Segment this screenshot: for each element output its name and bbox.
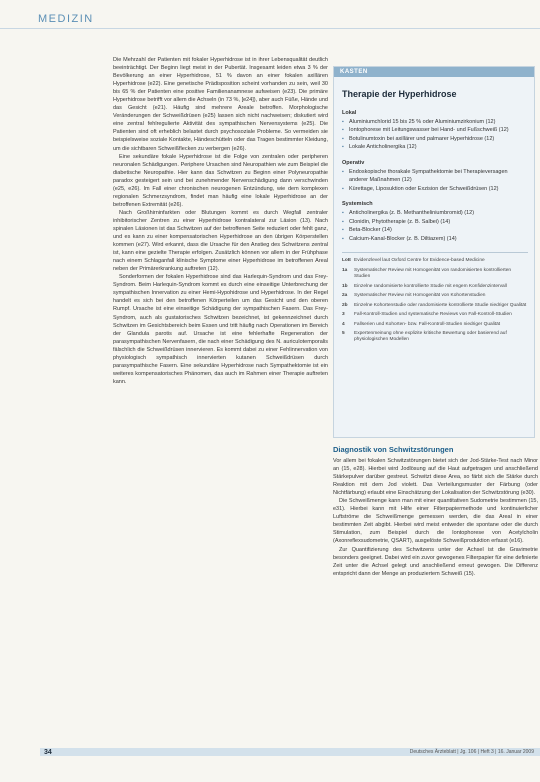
note-text: Expertenmeinung ohne explizite kritische Bewertung oder basierend auf physiologischen Modellen — [354, 331, 507, 343]
evidence-notes — [342, 252, 528, 343]
note-row — [342, 268, 528, 281]
group-label-systemic: Systemisch — [342, 201, 373, 208]
diagnostics-text — [333, 457, 538, 578]
note-row — [342, 293, 528, 299]
box-body — [342, 109, 528, 347]
therapy-box — [333, 66, 535, 438]
note-key: 1a — [342, 267, 348, 273]
right-paragraph-2: Die Schweißmenge kann man mit einer quantitativen Sudometrie bestimmen (15, e31). Hierbei kann mit Hilfe einer Filterpapiermethode und kontinuierlicher Luftströme die Schweißmenge gemessen werden, die das Areal in einer bestimmten Zeit abgibt. Hierbei wird meist entweder die spontane oder die durch Stimulation, zum Beispiel durch die Iontophorese von Acetylcholin (Axonreflexsudometrie, QSART), ausgelöste Schweißproduktion erfasst (e16). — [333, 498, 538, 545]
list-item: ▪ Iontophorese mit Leitungswasser bei Hand- und Fußschweiß (12) — [342, 126, 528, 135]
page-header — [0, 0, 540, 30]
note-text: Einzelne Kohortenstudie oder randomisierte kontrollierte Studie niedriger Qualität — [354, 302, 527, 308]
right-column — [333, 445, 538, 578]
list-item: ▪ Aluminiumchlorid 15 bis 25 % oder Aluminiumzirkonium (12) — [342, 118, 528, 127]
page-footer — [0, 748, 540, 772]
note-key: 3 — [342, 312, 345, 318]
right-paragraph-1: Vor allem bei fokalen Schwitzstörungen bietet sich der Jod-Stärke-Test nach Minor an (15, e28). Hierbei wird Jodlösung auf die Haut aufgetragen und anschließend Stärkepulver darüber gestreut. Schwitzt diese Area, so färbt sich die Stärke durch Reaktion mit dem Jod violett. Das Verteilungsmuster der Färbung (oder Nichtfärbung) erlaubt eine Einschätzung der Lokalisation der Schwitzstörung (e30). — [333, 458, 538, 497]
note-key: LoE — [342, 258, 352, 264]
left-paragraph-3: Nach Großhirninfarkten oder Blutungen kommt es durch Wegfall zentraler inhibitorischer Zentren zu einer Hyperhidrose kontralateral zur Läsion (13). Nach spinalen Läsionen ist das Schwitzen auf der betroffenen Seite reduziert oder fehlt ganz, und es kann zu einer kompensatorischen Hyperhidrose an den übrigen Körperstellen kommen (e27). Wird erkannt, dass die Ursache für den Anstieg des Schwitzens zentral ist, kann eine gezielte Therapie erfolgen. Zusätzlich können vor allem in der Frühphase nach einem Schlaganfall klinische Symptome einer Hyperhidrose im betroffenen Areal neben der Primärerkrankung auftreten (12). — [113, 209, 328, 273]
note-key: 2b — [342, 302, 348, 308]
left-paragraph-1: Die Mehrzahl der Patienten mit fokaler Hyperhidrose ist in ihrer Lebensqualität deutlich beeinträchtigt. Der Beginn liegt meist in der Pubertät. Insgesamt leiden etwa 3 % der Bevölkerung an einer Hyperhidrose, 51 % davon an einer fokalen axillären Hyperhidrose (e22). Eine genetische Prädisposition scheint vorhanden zu sein, weil 30 bis 65 % der Patienten eine positive Familienanamnese aufweisen (e23). Die primäre Hyperhidrose betrifft vor allem die Achseln (in 73 %, [e24]), aber auch Füße, Hände und das Gesicht (e21). Häufig sind mehrere Areale betroffen. Morphologische Veränderungen der Schweißdrüsen (e25) lassen sich nicht nachweisen; diskutiert wird eine zentral fehlregulierte Aktivität des sympathischen Nervensystems (e25). Die Patienten sind oft erheblich belastet durch psychosoziale Probleme. So vermeiden sie beispielsweise soziale Kontakte, Händeschütteln oder das Tragen bestimmter Kleidung, um die sichtbaren Schweißflecken zu verbergen (e26). — [113, 57, 328, 152]
right-paragraph-3: Zur Quantifizierung des Schwitzens unter der Achsel ist die Gravimetrie besonders geeignet. Dabei wird ein zuvor gewogenes Filterpapier für eine definierte Zeit unter die Achsel gelegt und anschließend erneut gewogen. Die Differenz entspricht dann der Menge an produziertem Schweiß (15). — [333, 546, 538, 577]
note-text: Einzelne randomisierte kontrollierte Studie mit engem Konfidenzintervall — [354, 283, 507, 289]
page-number: 34 — [44, 749, 52, 756]
list-item: ▪ Botulinumtoxin bei axillärer und palmarer Hyperhidrose (12) — [342, 135, 528, 144]
note-row — [342, 322, 528, 328]
list-item: ▪ Beta-Blocker (14) — [342, 226, 528, 235]
group-list-operative — [342, 168, 528, 194]
box-title: Therapie der Hyperhidrose — [342, 89, 457, 99]
note-key: 2a — [342, 293, 348, 299]
diagnostics-heading: Diagnostik von Schwitzstörungen — [333, 445, 454, 454]
left-paragraph-4: Sonderformen der fokalen Hyperhidrose sind das Harlequin-Syndrom und das Frey-Syndrom. Beim Harlequin-Syndrom kommt es durch eine einseitige Unterbrechung der sympathischen Innervation zu einer Hemi-Hypohidrose und Hyperhidrose. In der Regel handelt es sich bei den betroffenen Körperteilen um das Gesicht und den oberen Rumpf. Ursache ist eine einseitige Schädigung der sympathischen Fasern. Das Frey-Syndrom, auch als gustatorisches Schwitzen bezeichnet, ist gekennzeichnet durch Schwitzen im Gesichtsbereich beim Essen und tritt häufig nach Operationen im Bereich der Glandula parotis auf. Ursache ist eine fehlerhafte Regeneration der parasympathischen Nervenfasern, die nach einer Schädigung des N. auriculotemporalis fälschlich die Schweißdrüsen innervieren. Es kommt dabei zu einer Fehlinnervation von physiologisch sympathisch innervierten kutanen Schweißdrüsen durch parasympathische Fasern. Eine sekundäre Hyperhidrose nach Sympathektomie ist ein weiteres kompensatorisches Phänomen, das auch im Rahmen einer Therapie auftreten kann. — [113, 274, 328, 385]
header-rule — [0, 28, 540, 29]
note-text: Fall-Kontroll-Studien und systematische Reviews von Fall-Kontroll-Studien — [354, 312, 512, 318]
box-tag: KASTEN — [334, 67, 534, 77]
group-list-local — [342, 118, 528, 152]
list-item: ▪ Calcium-Kanal-Blocker (z. B. Diltiazem) (14) — [342, 235, 528, 244]
group-list-systemic — [342, 209, 528, 243]
group-label-local: Lokal — [342, 110, 357, 116]
note-row — [342, 312, 528, 318]
note-text: Systematischer Review mit Homogenität von Kohortenstudien — [354, 293, 486, 299]
list-item: ▪ Clonidin, Phytotherapie (z. B. Salbei) (14) — [342, 218, 528, 227]
note-text: Systematischer Review mit Homogenität von randomisierten kontrollierten Studien — [354, 267, 512, 280]
note-row — [342, 258, 528, 264]
note-row — [342, 303, 528, 309]
list-item: ▪ Endoskopische thorakale Sympathektomie bei Therapieversagen anderer Maßnahmen (12) — [342, 168, 528, 185]
note-row — [342, 284, 528, 290]
note-key: 5 — [342, 331, 345, 336]
left-paragraph-2: Eine sekundäre fokale Hyperhidrose ist die Folge von zentralen oder peripheren neuronalen Schädigungen. Periphere Ursachen sind Neuropathien wie zum Beispiel die diabetische Neuropathie. Hier kann das Schwitzen zu Beginn einer Polyneuropathie paradox gesteigert sein und bei zunehmender Nervenschädigung dann verschwinden (e25, e26). Im Fall einer chronischen neurogenen Entzündung, wie dem komplexen regionalen Schmerzsyndrom, findet man häufig eine lokale Hyperhidrose an der betroffenen Extremität (e26). — [113, 153, 328, 208]
list-item: ▪ Lokale Anticholinergika (12) — [342, 143, 528, 152]
list-item: ▪ Anticholinergika (z. B. Methantheliniumbromid) (12) — [342, 209, 528, 218]
left-column — [113, 56, 328, 386]
note-key: 1b — [342, 283, 348, 289]
note-text: Evidenzlevel laut Oxford Centre for Evidence-based Medicine — [354, 258, 485, 264]
note-row — [342, 331, 528, 344]
note-text: Fallserien und Kohorten- bzw. Fall-Kontroll-Studien niedriger Qualität — [354, 321, 501, 327]
journal-citation: Deutsches Ärzteblatt | Jg. 106 | Heft 3 | 16. Januar 2009 — [409, 749, 534, 755]
list-item: ▪ Kürettage, Liposuktion oder Exzision der Schweißdrüsen (12) — [342, 185, 528, 194]
note-key: 4 — [342, 321, 345, 327]
section-label: MEDIZIN — [38, 13, 94, 25]
group-label-operative: Operativ — [342, 159, 365, 166]
